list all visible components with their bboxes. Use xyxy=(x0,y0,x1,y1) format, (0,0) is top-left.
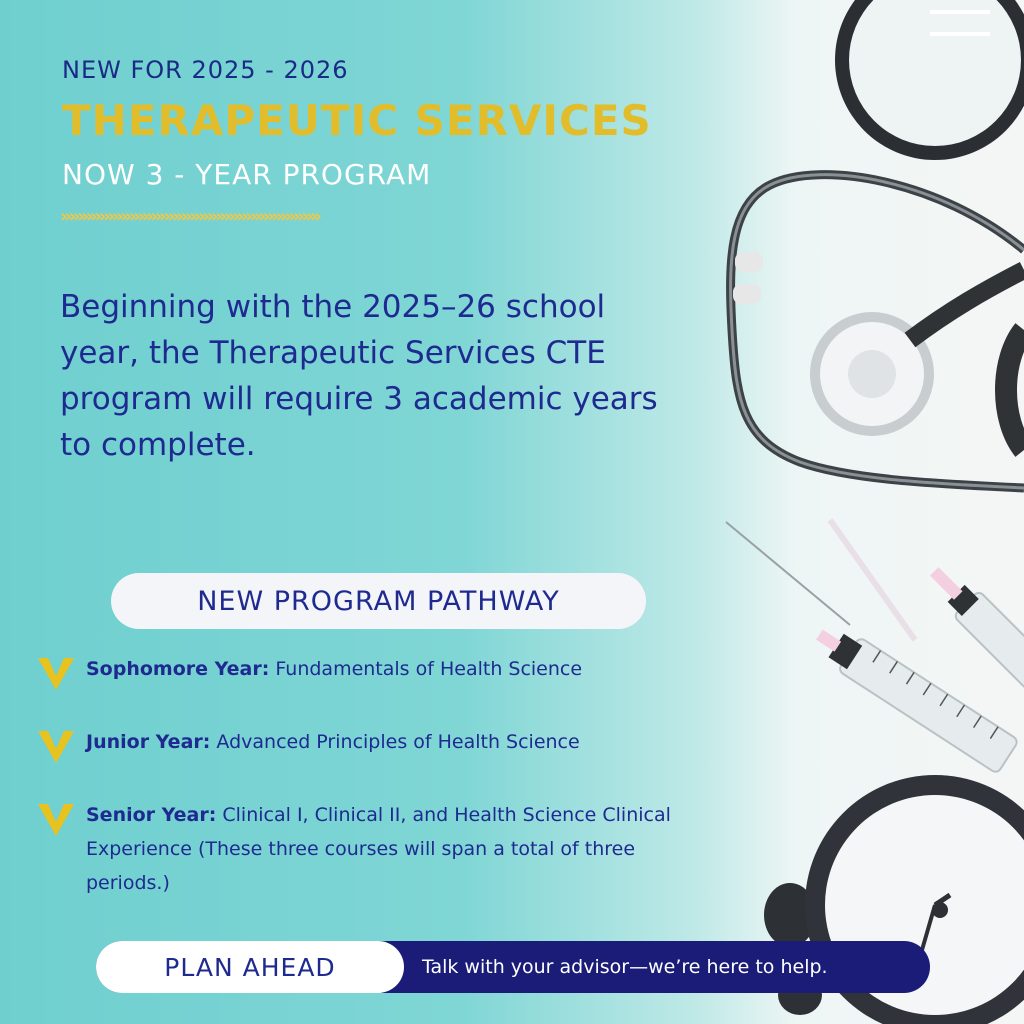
page-subtitle: NOW 3 - YEAR PROGRAM xyxy=(62,158,432,191)
check-icon xyxy=(36,652,76,692)
year-tag: NEW FOR 2025 - 2026 xyxy=(62,56,349,84)
magnifying-glass-icon xyxy=(835,0,1024,160)
step-text xyxy=(86,652,676,686)
check-icon xyxy=(36,798,76,838)
footer-banner xyxy=(96,941,930,993)
step-description: Fundamentals of Health Science xyxy=(275,658,583,680)
stethoscope-icon xyxy=(731,175,1024,488)
chevron-divider: »»»»»»»»»»»»»»»»»»»»»»»»»»»»»» xyxy=(60,206,319,227)
pathway-heading: NEW PROGRAM PATHWAY xyxy=(111,573,646,629)
step-text xyxy=(86,798,676,900)
plan-ahead-badge: PLAN AHEAD xyxy=(96,941,404,993)
step-description: Clinical I, Clinical II, and Health Science Clinical Experience (These three courses will span a total of three periods.) xyxy=(86,804,671,894)
step-description: Advanced Principles of Health Science xyxy=(216,731,580,753)
step-text xyxy=(86,725,676,759)
step-label: Sophomore Year: xyxy=(86,658,270,680)
syringe-icon xyxy=(726,520,1024,774)
check-icon xyxy=(36,725,76,765)
step-label: Senior Year: xyxy=(86,804,217,826)
intro-paragraph: Beginning with the 2025–26 school year, the Therapeutic Services CTE program will require 3 academic years to complete. xyxy=(60,289,658,463)
advisor-message: Talk with your advisor—we’re here to help. xyxy=(422,956,828,978)
page-title: THERAPEUTIC SERVICES xyxy=(62,96,652,145)
step-label: Junior Year: xyxy=(86,731,211,753)
